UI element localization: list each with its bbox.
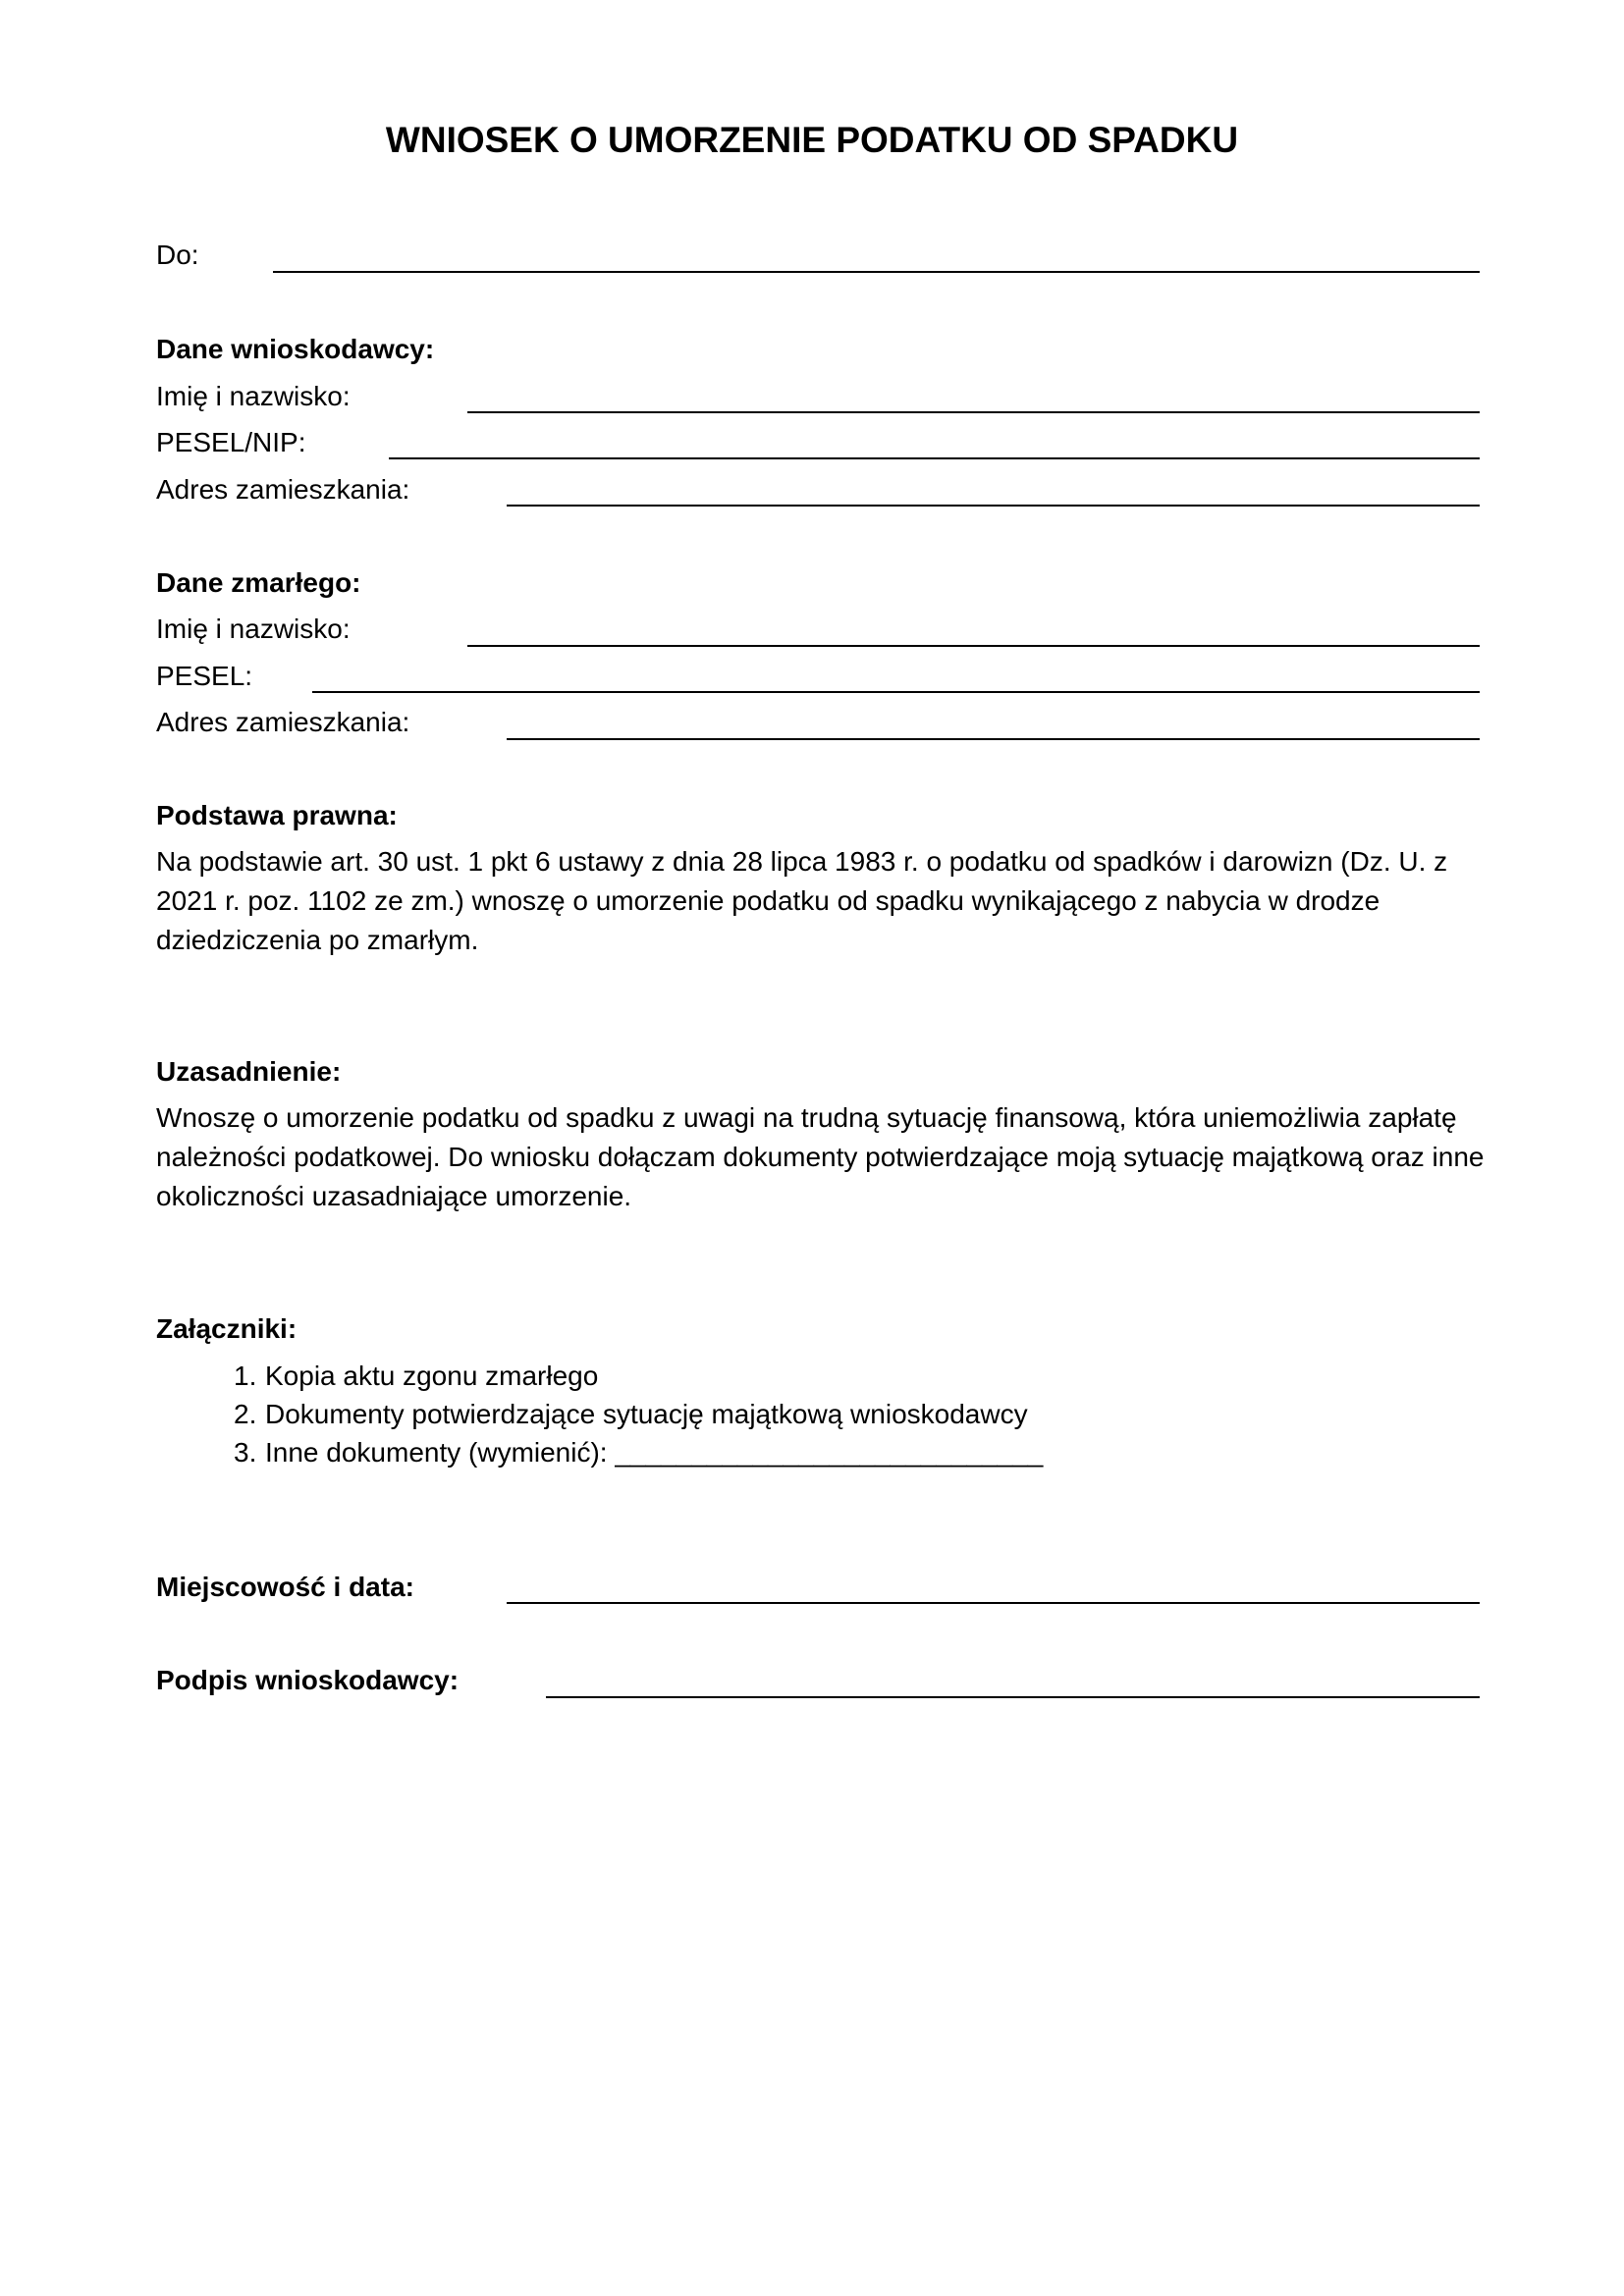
attachment-item xyxy=(234,1435,1043,1470)
place-date-label: Miejscowość i data: xyxy=(156,1572,414,1602)
place-date-field-line[interactable] xyxy=(507,1602,1480,1604)
attachment-item xyxy=(234,1397,1028,1432)
attachment-text: Dokumenty potwierdzające sytuację majątkową wnioskodawcy xyxy=(265,1399,1028,1429)
applicant-id-field-line[interactable] xyxy=(389,457,1480,459)
applicant-address-label: Adres zamieszkania: xyxy=(156,474,410,505)
attachment-text: Kopia aktu zgonu zmarłego xyxy=(265,1361,599,1391)
deceased-heading: Dane zmarłego: xyxy=(156,567,361,598)
legal-basis-text: Na podstawie art. 30 ust. 1 pkt 6 ustawy z dnia 28 lipca 1983 r. o podatku od spadków i darowizn (Dz. U. z 2021 r. poz. 1102 ze zm.) wnoszę o umorzenie podatku od spadku wynikającego z nabycia w drodze dziedziczenia po zmarłym. xyxy=(156,846,1448,955)
attachment-number: 3. xyxy=(234,1437,257,1468)
deceased-address-label: Adres zamieszkania: xyxy=(156,707,410,737)
deceased-address-field-line[interactable] xyxy=(507,738,1480,740)
applicant-id-label: PESEL/NIP: xyxy=(156,427,306,457)
deceased-id-field-line[interactable] xyxy=(312,691,1480,693)
deceased-name-field-line[interactable] xyxy=(467,645,1480,647)
signature-field-line[interactable] xyxy=(546,1696,1480,1698)
legal-basis-heading: Podstawa prawna: xyxy=(156,800,398,830)
attachment-number: 2. xyxy=(234,1399,257,1429)
applicant-name-label: Imię i nazwisko: xyxy=(156,381,351,411)
attachment-text: Inne dokumenty (wymienić): ____________________________ xyxy=(265,1437,1044,1468)
document-title: WNIOSEK O UMORZENIE PODATKU OD SPADKU xyxy=(385,120,1239,160)
recipient-label: Do: xyxy=(156,240,199,270)
attachment-item xyxy=(234,1359,598,1394)
applicant-address-field-line[interactable] xyxy=(507,505,1480,507)
justification-heading: Uzasadnienie: xyxy=(156,1056,342,1087)
deceased-name-label: Imię i nazwisko: xyxy=(156,614,351,644)
justification-text: Wnoszę o umorzenie podatku od spadku z uwagi na trudną sytuację finansową, która uniemożliwia zapłatę należności podatkowej. Do wniosku dołączam dokumenty potwierdzające moją sytuację majątkową oraz inne okoliczności uzasadniające umorzenie. xyxy=(156,1102,1485,1211)
attachments-heading: Załączniki: xyxy=(156,1313,298,1344)
signature-label: Podpis wnioskodawcy: xyxy=(156,1665,460,1695)
applicant-heading: Dane wnioskodawcy: xyxy=(156,334,435,364)
applicant-name-field-line[interactable] xyxy=(467,411,1480,413)
recipient-field-line[interactable] xyxy=(273,271,1480,273)
deceased-id-label: PESEL: xyxy=(156,661,253,691)
attachment-number: 1. xyxy=(234,1361,257,1391)
